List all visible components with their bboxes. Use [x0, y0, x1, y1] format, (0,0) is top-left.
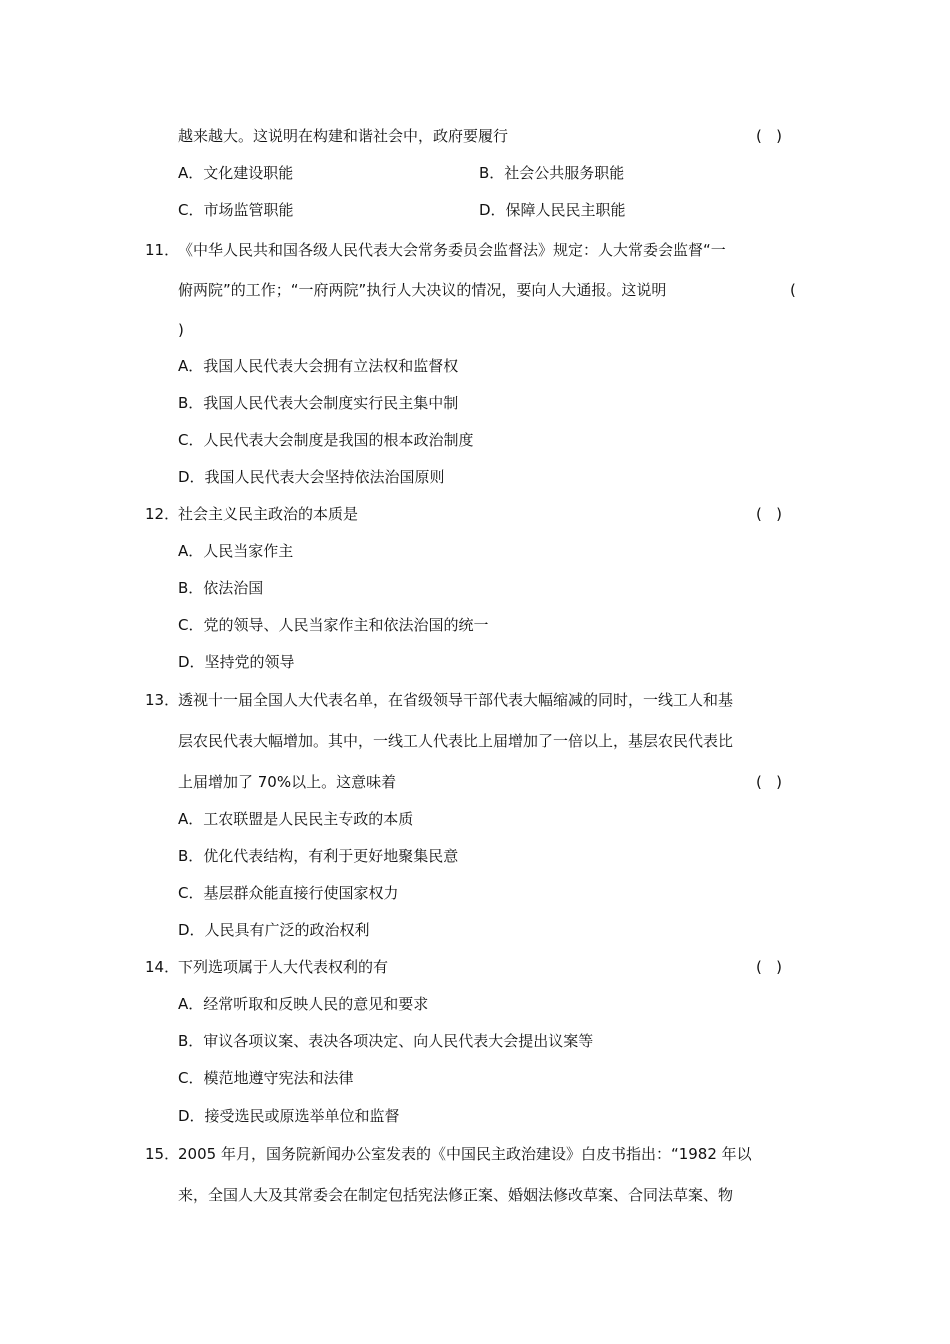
- q10-option-d: D．保障人民民主职能: [479, 201, 626, 219]
- q10-stem-tail: 越来越大。这说明在构建和谐社会中，政府要履行: [178, 127, 509, 145]
- q13-stem-line3: 上届增加了 70%以上。这意味着: [178, 773, 397, 791]
- q11-number: 11．: [145, 241, 180, 259]
- q13-number: 13．: [145, 691, 180, 709]
- q11-option-b: B．我国人民代表大会制度实行民主集中制: [178, 394, 459, 412]
- q12-option-d: D．坚持党的领导: [178, 653, 295, 671]
- q14-answer-paren: ( ): [756, 958, 783, 976]
- q12-option-c: C．党的领导、人民当家作主和依法治国的统一: [178, 616, 489, 634]
- q12-option-a: A．人民当家作主: [178, 542, 294, 560]
- q11-stem-line1: 《中华人民共和国各级人民代表大会常务委员会监督法》规定：人大常委会监督“一: [178, 241, 726, 259]
- q14-option-b: B．审议各项议案、表决各项决定、向人民代表大会提出议案等: [178, 1032, 594, 1050]
- q15-stem-line2: 来，全国人大及其常委会在制定包括宪法修正案、婚姻法修改草案、合同法草案、物: [178, 1186, 734, 1204]
- q11-option-c: C．人民代表大会制度是我国的根本政治制度: [178, 431, 474, 449]
- q13-option-b: B．优化代表结构，有利于更好地聚集民意: [178, 847, 459, 865]
- q14-option-c: C．模范地遵守宪法和法律: [178, 1069, 354, 1087]
- q11-option-a: A．我国人民代表大会拥有立法权和监督权: [178, 357, 459, 375]
- q13-option-d: D．人民具有广泛的政治权利: [178, 921, 370, 939]
- q14-number: 14．: [145, 958, 180, 976]
- q13-answer-paren: ( ): [756, 773, 783, 791]
- q15-number: 15．: [145, 1145, 180, 1163]
- q14-stem: 下列选项属于人大代表权利的有: [178, 958, 389, 976]
- q14-option-d: D．接受选民或原选举单位和监督: [178, 1107, 400, 1125]
- q12-number: 12．: [145, 505, 180, 523]
- q13-option-a: A．工农联盟是人民民主专政的本质: [178, 810, 414, 828]
- q10-option-c: C．市场监管职能: [178, 201, 294, 219]
- q13-option-c: C．基层群众能直接行使国家权力: [178, 884, 399, 902]
- q11-option-d: D．我国人民代表大会坚持依法治国原则: [178, 468, 445, 486]
- q15-stem-line1: 2005 年月，国务院新闻办公室发表的《中国民主政治建设》白皮书指出：“1982 年以: [178, 1145, 752, 1163]
- q14-option-a: A．经常听取和反映人民的意见和要求: [178, 995, 429, 1013]
- q11-paren-open: (: [790, 281, 796, 299]
- q11-paren-close: ): [178, 321, 184, 339]
- q12-option-b: B．依法治国: [178, 579, 264, 597]
- q11-stem-line2: 俯两院”的工作；“一府两院”执行人大决议的情况，要向人大通报。这说明: [178, 281, 667, 299]
- q10-option-b: B．社会公共服务职能: [479, 164, 625, 182]
- q12-answer-paren: ( ): [756, 505, 783, 523]
- q10-answer-paren: ( ): [756, 127, 783, 145]
- q10-option-a: A．文化建设职能: [178, 164, 294, 182]
- q13-stem-line1: 透视十一届全国人大代表名单，在省级领导干部代表大幅缩减的同时，一线工人和基: [178, 691, 734, 709]
- q13-stem-line2: 层农民代表大幅增加。其中，一线工人代表比上届增加了一倍以上，基层农民代表比: [178, 732, 734, 750]
- q12-stem: 社会主义民主政治的本质是: [178, 505, 359, 523]
